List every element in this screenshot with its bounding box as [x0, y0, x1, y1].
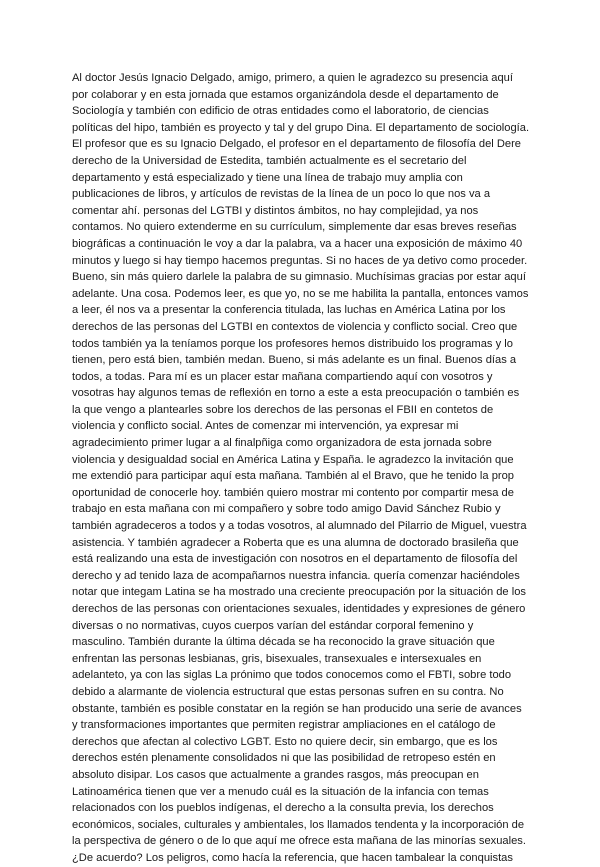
text-line: políticas del hipo, también es proyecto y tal y del grupo Dina. El departamento de sociología.: [72, 121, 530, 134]
text-line: me extendió para participar aquí esta mañana. También al el Bravo, que he tenido la prop: [72, 470, 514, 483]
text-line: publicaciones de libros, y artículos de revistas de la línea de un poco lo que nos va a: [72, 188, 491, 201]
text-line: diversas o no normativas, cuyos cuerpos varían del estándar corporal femenino y: [72, 619, 474, 632]
text-line: debido a alarmante de violencia estructural que estas personas sufren en su contra. No: [72, 685, 504, 698]
text-line: derechos que afectan al colectivo LGBT. Esto no quiere decir, sin embargo, que es los: [72, 735, 498, 748]
text-line: por colaborar y en esta jornada que estamos organizándola desde el departamento de: [72, 88, 499, 101]
text-line: asistencia. Y también agradecer a Roberta que es una alumna de doctorado brasileña que: [72, 536, 519, 549]
text-line: agradecimiento primer lugar a al finalpñiga como organizadora de esta jornada sobre: [72, 437, 492, 450]
text-line: todos también ya la teníamos porque los profesores hemos distribuido los programas y lo: [72, 337, 513, 350]
text-line: Latinoamérica tienen que ver a menudo cuál es la situación de la infancia con temas: [72, 785, 489, 798]
text-line: trabajo en esta mañana con mi compañero y sobre todo amigo David Sánchez Rubio y: [72, 503, 501, 516]
text-line: Al doctor Jesús Ignacio Delgado, amigo, primero, a quien le agradezco su presencia aquí: [72, 72, 513, 84]
text-line: derechos de las personas con orientaciones sexuales, identidades y expresiones de género: [72, 603, 526, 615]
text-line: adelanteto, ya con las siglas La prónimo que todos conocemos como el FBTI, sobre todo: [72, 669, 512, 682]
text-line: derechos de las personas del LGTBI en contextos de violencia y conflicto social. Creo que: [72, 320, 518, 333]
text-line: está realizando una esta de investigación con nosotros en el departamento de filosofía del: [72, 553, 518, 566]
text-line: Bueno, sin más quiero darlele la palabra de su gimnasio. Muchísimas gracias por estar aquí: [72, 271, 526, 284]
text-line: biográficas a continuación le voy a dar la palabra, va a hacer una exposición de máximo 40: [72, 237, 523, 250]
text-line: violencia y conflicto social. Antes de comenzar mi intervención, ya expresar mi: [72, 420, 459, 433]
text-line: Sociología y también con edificio de otras entidades como el laboratorio, de ciencias: [72, 105, 489, 118]
text-line: minutos y luego si hay tiempo hacemos preguntas. Si no haces de ya detivo como proceder.: [72, 254, 528, 267]
text-line: El profesor que es su Ignacio Delgado, el profesor en el departamento de filosofía del Dere: [72, 138, 521, 151]
text-line: contamos. No quiero extenderme en su currículum, simplemente dar esas breves reseñas: [72, 221, 517, 234]
text-line: derecho de la Universidad de Estedita, también actualmente es el secretario del: [72, 154, 467, 167]
text-line: y transformaciones importantes que permiten registrar ampliaciones en el catálogo de: [72, 719, 496, 732]
text-line: derecho y ad tenido laza de acompañarnos nuestra infancia. quería comenzar haciéndoles: [72, 569, 520, 582]
text-line: masculino. También durante la última década se ha reconocido la grave situación que: [72, 636, 495, 649]
text-line: oportunidad de conocerle hoy. también quiero mostrar mi contento por compartir mesa de: [72, 486, 514, 499]
transcript-paragraph: [72, 70, 530, 867]
text-line: vosotras hay algunos temas de reflexión en torno a este a esta preocupación o también es: [72, 387, 520, 400]
text-line: relacionados con los pueblos indígenas, el derecho a la consulta previa, los derechos: [72, 802, 494, 815]
text-line: violencia y desigualdad social en América Latina y España. le agradezco la invitación que: [72, 453, 514, 466]
text-line: a leer, él nos va a presentar la conferencia titulada, las luchas en América Latina por los: [72, 304, 506, 317]
text-line: la perspectiva de género o de lo que aquí me ofrece esta mañana de las minorías sexuales.: [72, 835, 526, 848]
text-line: obstante, también es posible constatar en la región se han producido una serie de avances: [72, 702, 522, 715]
text-line: absoluto disipar. Los casos que actualmente a grandes rasgos, más preocupan en: [72, 768, 479, 781]
text-line: adelante. Una cosa. Podemos leer, es que yo, no se me habilita la pantalla, entonces vamos: [72, 287, 529, 300]
text-line: la que vengo a plantearles sobre los derechos de las personas el FBII en contetos de: [72, 403, 494, 416]
text-line: ¿De acuerdo? Los peligros, como hacía la referencia, que hacen tambalear la conquistas: [72, 851, 513, 864]
text-line: económicos, sociales, culturales y ambientales, los llamados tendenta y la incorporación de: [72, 818, 525, 831]
text-line: tienen, pero está bien, también medan. Bueno, si más adelante es un final. Buenos días a: [72, 354, 517, 367]
text-line: todos, a todas. Para mí es un placer estar mañana compartiendo aquí con vosotros y: [72, 370, 493, 383]
text-line: derechos estén plenamente consolidados ni que las posibilidad de retropeso estén en: [72, 752, 496, 765]
text-line: notar que integam Latina se ha mostrado una creciente preocupación por la situación de los: [72, 586, 526, 599]
text-line: enfrentan las personas lesbianas, gris, bisexuales, transexuales e intersexuales en: [72, 652, 482, 665]
text-line: también agradeceros a todos y a todas vosotros, al alumnado del Pilarrio de Miguel, vuestra: [72, 520, 527, 533]
text-line: departamento y está especializado y tiene una línea de trabajo muy amplia con: [72, 171, 463, 184]
text-line: comentar ahí. personas del LGTBI y distintos ámbitos, no hay complejidad, ya nos: [72, 204, 479, 217]
